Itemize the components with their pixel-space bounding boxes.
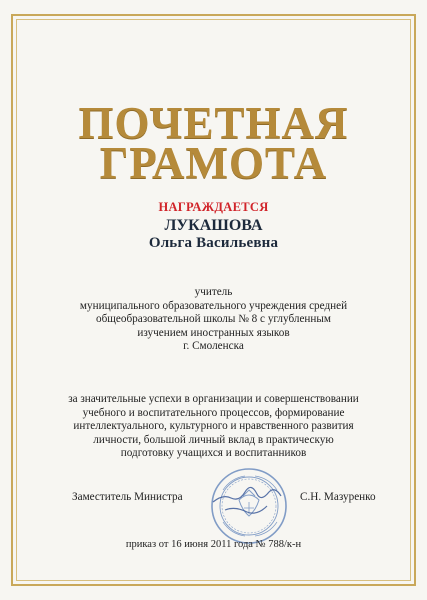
reason-line: учебного и воспитательного процессов, формирование (82, 406, 345, 419)
reason-line: за значительные успехи в организации и совершенствовании (68, 393, 359, 405)
position-line: общеобразовательной школы № 8 с углубленным (96, 313, 331, 326)
position-line: г. Смоленска (183, 340, 244, 353)
title-line-1: ПОЧЕТНАЯ (78, 98, 349, 148)
official-stamp-icon (209, 466, 289, 546)
title-line-2: ГРАМОТА (99, 138, 328, 188)
signatory-title: Заместитель Министра (72, 491, 183, 503)
signatory-name: С.Н. Мазуренко (300, 491, 376, 503)
reason-block (0, 393, 427, 461)
reason-line: подготовку учащихся и воспитанников (120, 447, 307, 460)
position-block (0, 286, 427, 354)
reason-line: личности, большой личный вклад в практическую (93, 433, 334, 446)
recipient-surname: ЛУКАШОВА (164, 217, 263, 234)
position-line: учитель (194, 286, 233, 298)
reason-line: интеллектуального, культурного и нравственного развития (73, 420, 354, 433)
position-line: изучением иностранных языков (137, 326, 290, 339)
position-line: муниципального образовательного учреждения средней (79, 299, 348, 312)
recipient-given-names: Ольга Васильевна (148, 235, 279, 251)
order-reference: приказ от 16 июня 2011 года № 788/к-н (125, 539, 302, 550)
awarded-label: НАГРАЖДАЕТСЯ (158, 200, 269, 214)
